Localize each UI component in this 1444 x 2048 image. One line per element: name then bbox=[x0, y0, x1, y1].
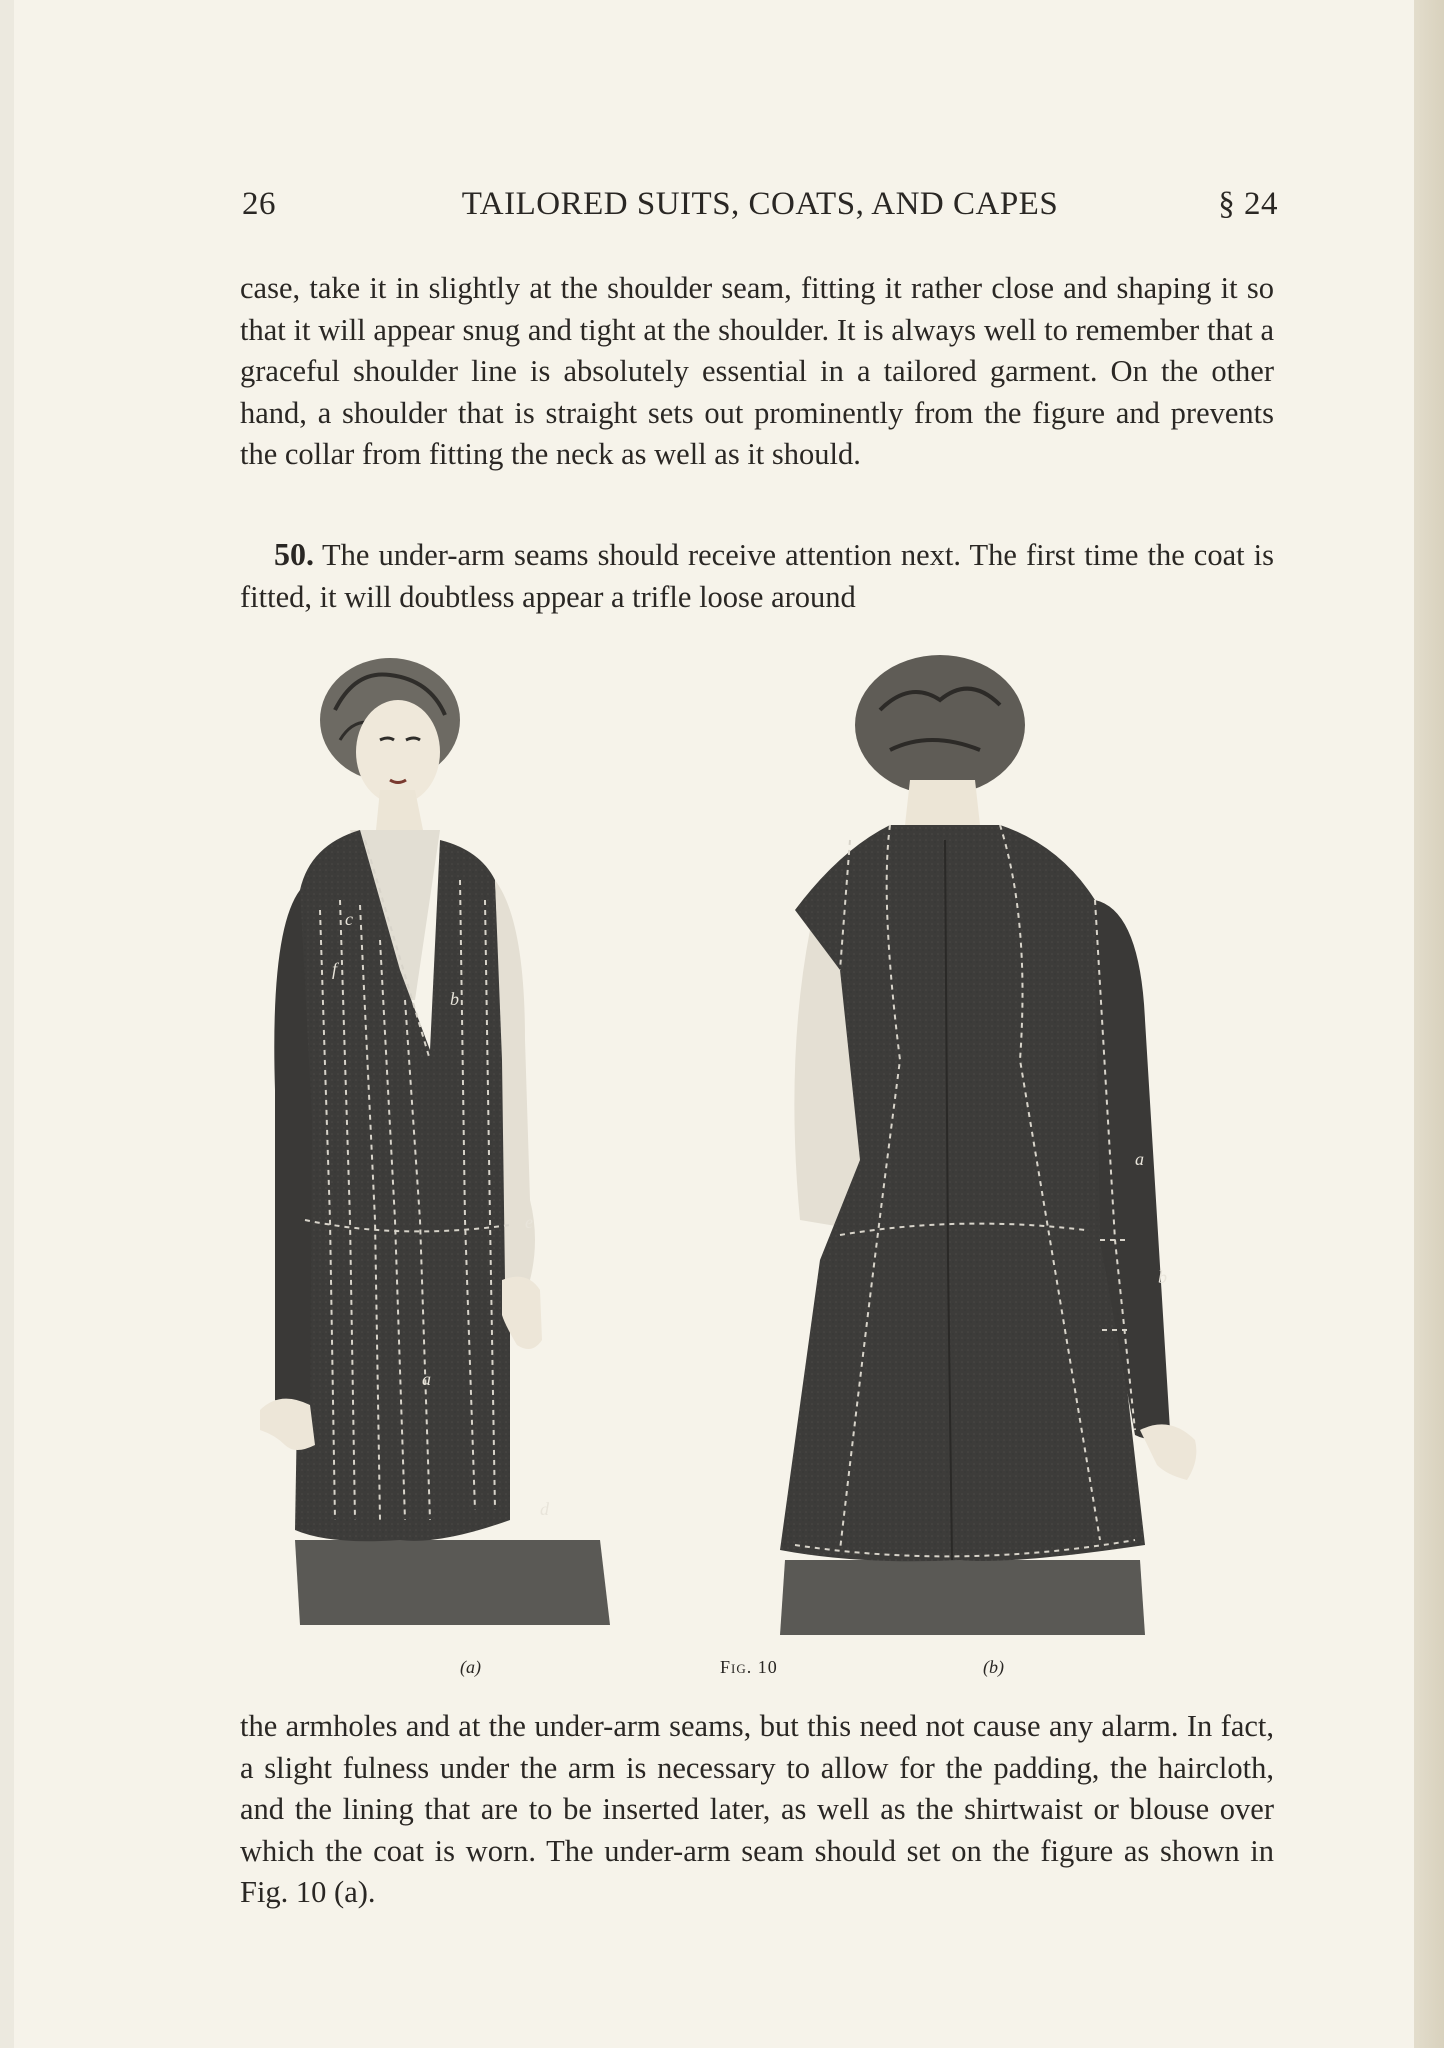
page-edge bbox=[1414, 0, 1444, 2048]
paragraph-after-figure: the armholes and at the under-arm seams, but this need not cause any alarm. In fact, a slight fulness under the arm is necessary to allow for the padding, the haircloth, and the lining that are to be inserted later, as well as the shirtwaist or blouse over which the coat is worn. The under-arm seam should set on the figure as shown in Fig. 10 (a). bbox=[240, 1709, 1274, 1909]
label-front-e: e bbox=[525, 1212, 533, 1232]
label-front-d: d bbox=[540, 1499, 549, 1519]
back-skirt bbox=[780, 1560, 1145, 1635]
paragraph-50 bbox=[240, 534, 1274, 618]
label-front-b: b bbox=[450, 989, 459, 1009]
section-number: § 24 bbox=[1218, 186, 1278, 222]
front-left-hand bbox=[260, 1399, 315, 1450]
back-hair bbox=[855, 655, 1025, 795]
front-skirt bbox=[295, 1540, 610, 1625]
caption-b: (b) bbox=[983, 1657, 1004, 1677]
caption-a: (a) bbox=[460, 1657, 481, 1677]
front-face bbox=[356, 700, 440, 804]
running-title: TAILORED SUITS, COATS, AND CAPES bbox=[461, 186, 1059, 222]
page-number: 26 bbox=[242, 186, 276, 222]
paragraph-continued: case, take it in slightly at the shoulder seam, fitting it rather close and shaping it so that it will appear snug and tight at the shoulder. It is always well to remember that a graceful shoulder line is absolutely essential in a tailored garment. On the other hand, a shoulder that is straight sets out prominently from the figure and prevents the collar from fitting the neck as well as it should. bbox=[240, 271, 1274, 471]
figure-caption: Fig. 10 bbox=[720, 1657, 778, 1677]
paragraph-50-text: The under-arm seams should receive attention next. The first time the coat is fitted, it will doubtless appear a trifle loose around bbox=[240, 538, 1274, 614]
label-back-b: b bbox=[1158, 1267, 1167, 1287]
label-back-a: a bbox=[1135, 1149, 1144, 1169]
back-view-figure bbox=[780, 655, 1196, 1635]
label-front-f: f bbox=[332, 959, 338, 979]
label-front-a: a bbox=[422, 1369, 431, 1389]
back-hand bbox=[1140, 1424, 1196, 1480]
paragraph-number: 50. bbox=[274, 536, 314, 572]
label-front-c: c bbox=[345, 909, 353, 929]
running-header bbox=[242, 186, 1278, 226]
figure-10-illustration bbox=[240, 640, 1280, 1690]
front-view-figure bbox=[260, 658, 610, 1625]
